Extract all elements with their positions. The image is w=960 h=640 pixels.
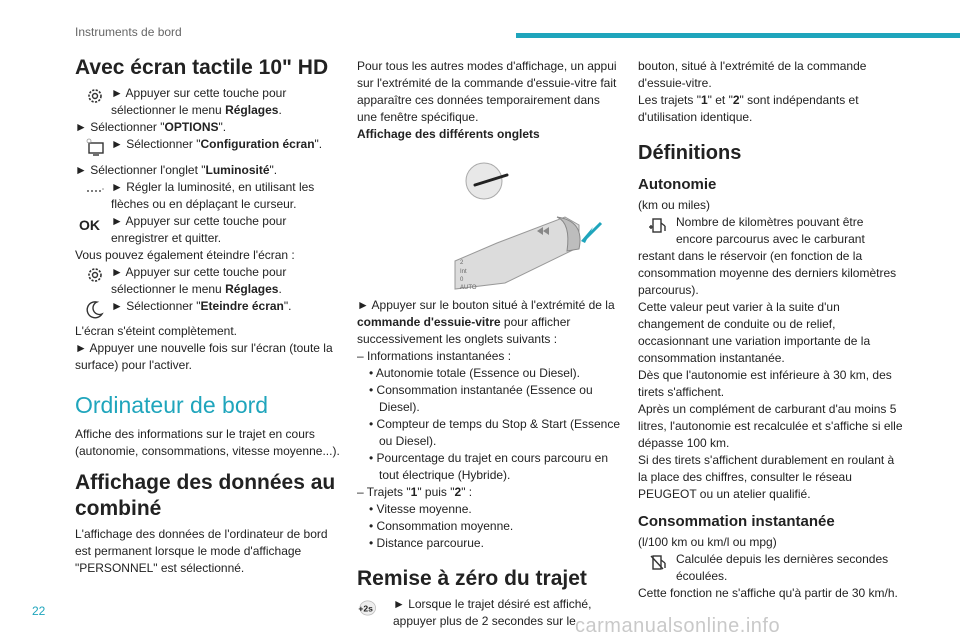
trips-independent: Les trajets "1" et "2" sont indépendants et d'utilisation identique.: [638, 93, 859, 124]
step-brightness-tab: ► Sélectionner l'onglet "Luminosité".: [75, 163, 278, 177]
screen-reactivate: ► Appuyer une nouvelle fois sur l'écran (toute la surface) pour l'activer.: [75, 341, 333, 372]
consumption-units: (l/100 km ou km/l ou mpg): [638, 535, 777, 549]
heading-trip-reset: Remise à zéro du trajet: [357, 567, 587, 590]
step-screen-config: ► Sélectionner "Configuration écran".: [75, 136, 340, 153]
consumption-definition: Calculée depuis les dernières secondes écoulées.: [638, 551, 903, 585]
heading-trip-computer: Ordinateur de bord: [75, 392, 269, 418]
page-number: 22: [32, 604, 46, 618]
list-trips-head: – Trajets "1" puis "2" :: [357, 485, 473, 499]
stalk-label: 0: [460, 277, 464, 283]
fuel-consumption-icon: [638, 551, 676, 581]
list-item: • Compteur de temps du Stop & Start (Essence ou Diesel).: [369, 417, 620, 448]
step-settings: ► Appuyer sur cette touche pour sélectionner le menu Réglages.: [75, 85, 340, 119]
range-recalc: Après un complément de carburant d'au moins 5 litres, l'autonomie est recalculée et s'affiche si elle dépasse 100 km.: [638, 402, 903, 450]
heading-touchscreen: Avec écran tactile 10" HD: [75, 56, 329, 79]
column-1: [75, 55, 340, 577]
press-button-text: ► Appuyer sur le bouton situé à l'extrémité de la commande d'essuie-vitre pour afficher successivement les onglets suivants :: [357, 298, 615, 346]
other-modes-text: Pour tous les autres modes d'affichage, un appui sur l'extrémité de la commande d'essuie-vitre fait apparaître ces données temporairement dans une fenêtre spécifique.: [357, 59, 617, 124]
wiper-stalk: [455, 217, 601, 291]
heading-instant-consumption: Consommation instantanée: [638, 513, 835, 530]
header-accent-bar: [516, 33, 960, 38]
reset-2s-icon: [357, 598, 385, 620]
pointer-arrow: [585, 223, 601, 239]
dots-slider-icon: [85, 180, 105, 200]
stalk-label: 2: [460, 260, 464, 266]
list-item: • Distance parcourue.: [369, 536, 484, 550]
range-dealer: Si des tirets s'affichent durablement en roulant à la place des chiffres, consulter le réseau PEUGEOT ou un atelier qualifié.: [638, 453, 895, 501]
column-3: [638, 58, 903, 602]
list-item: • Consommation instantanée (Essence ou Diesel).: [369, 383, 593, 414]
screen-off-intro: Vous pouvez également éteindre l'écran :: [75, 248, 295, 262]
watermark: carmanualsonline.info: [575, 615, 781, 637]
list-instant-head: – Informations instantanées :: [357, 349, 512, 363]
list-item: • Pourcentage du trajet en cours parcouru en tout électrique (Hybride).: [369, 451, 609, 482]
list-item: • Autonomie totale (Essence ou Diesel).: [369, 366, 580, 380]
heading-cluster-display: Affichage des données au combiné: [75, 471, 336, 520]
step-options: ► Sélectionner "OPTIONS".: [75, 120, 227, 134]
step-ok: OK ► Appuyer sur cette touche pour enregistrer et quitter.: [79, 214, 287, 245]
tabs-subheading: Affichage des différents onglets: [357, 127, 540, 141]
range-units: (km ou miles): [638, 198, 711, 212]
cluster-display-text: L'affichage des données de l'ordinateur de bord est permanent lorsque le mode d'affichage "PERSONNEL" est sélectionné.: [75, 527, 328, 575]
gear-icon: [85, 265, 105, 285]
wiper-stalk-illustration: [357, 143, 623, 293]
heading-definitions: Définitions: [638, 142, 742, 164]
list-item: • Vitesse moyenne.: [369, 502, 472, 516]
fuel-pump-icon: [638, 214, 676, 244]
column-2: [357, 58, 623, 630]
step-trip-reset: +2s ► Lorsque le trajet désiré est affiché, appuyer plus de 2 secondes sur le: [358, 597, 592, 628]
running-header: Instruments de bord: [75, 25, 182, 39]
screen-off-result: L'écran s'éteint complètement.: [75, 324, 237, 338]
list-item: • Consommation moyenne.: [369, 519, 514, 533]
consumption-threshold: Cette fonction ne s'affiche qu'à partir de 30 km/h.: [638, 586, 898, 600]
step-adjust-brightness: ► Régler la luminosité, en utilisant les flèches ou en déplaçant le curseur.: [75, 179, 340, 213]
steering-wheel-icon: [466, 163, 507, 199]
svg-text:+2s: +2s: [358, 603, 373, 614]
ok-button-icon: OK: [79, 217, 100, 233]
step-screen-off: ► Sélectionner "Eteindre écran".: [75, 298, 340, 315]
stalk-label: Int: [460, 269, 467, 275]
screen-config-icon: [85, 137, 105, 157]
gear-icon: [85, 86, 105, 106]
range-dashes: Dès que l'autonomie est inférieure à 30 km, des tirets s'affichent.: [638, 368, 892, 399]
range-definition: Nombre de kilomètres pouvant être encore parcourus avec le carburant restant dans le réservoir (en fonction de la consommation moyenne des derniers kilomètres parcourus).: [638, 215, 897, 297]
heading-range: Autonomie: [638, 176, 717, 193]
range-variation: Cette valeur peut varier à la suite d'un changement de conduite ou de relief, occasionnant une variation importante de la consommation instantanée.: [638, 300, 871, 365]
trip-computer-intro: Affiche des informations sur le trajet en cours (autonomie, consommations, vitesse moyenne...).: [75, 427, 340, 458]
moon-icon: [85, 299, 105, 319]
reset-button-text: bouton, situé à l'extrémité de la commande d'essuie-vitre.: [638, 59, 867, 90]
step-settings-2: ► Appuyer sur cette touche pour sélectionner le menu Réglages.: [75, 264, 340, 298]
stalk-label: AUTO: [460, 285, 477, 291]
